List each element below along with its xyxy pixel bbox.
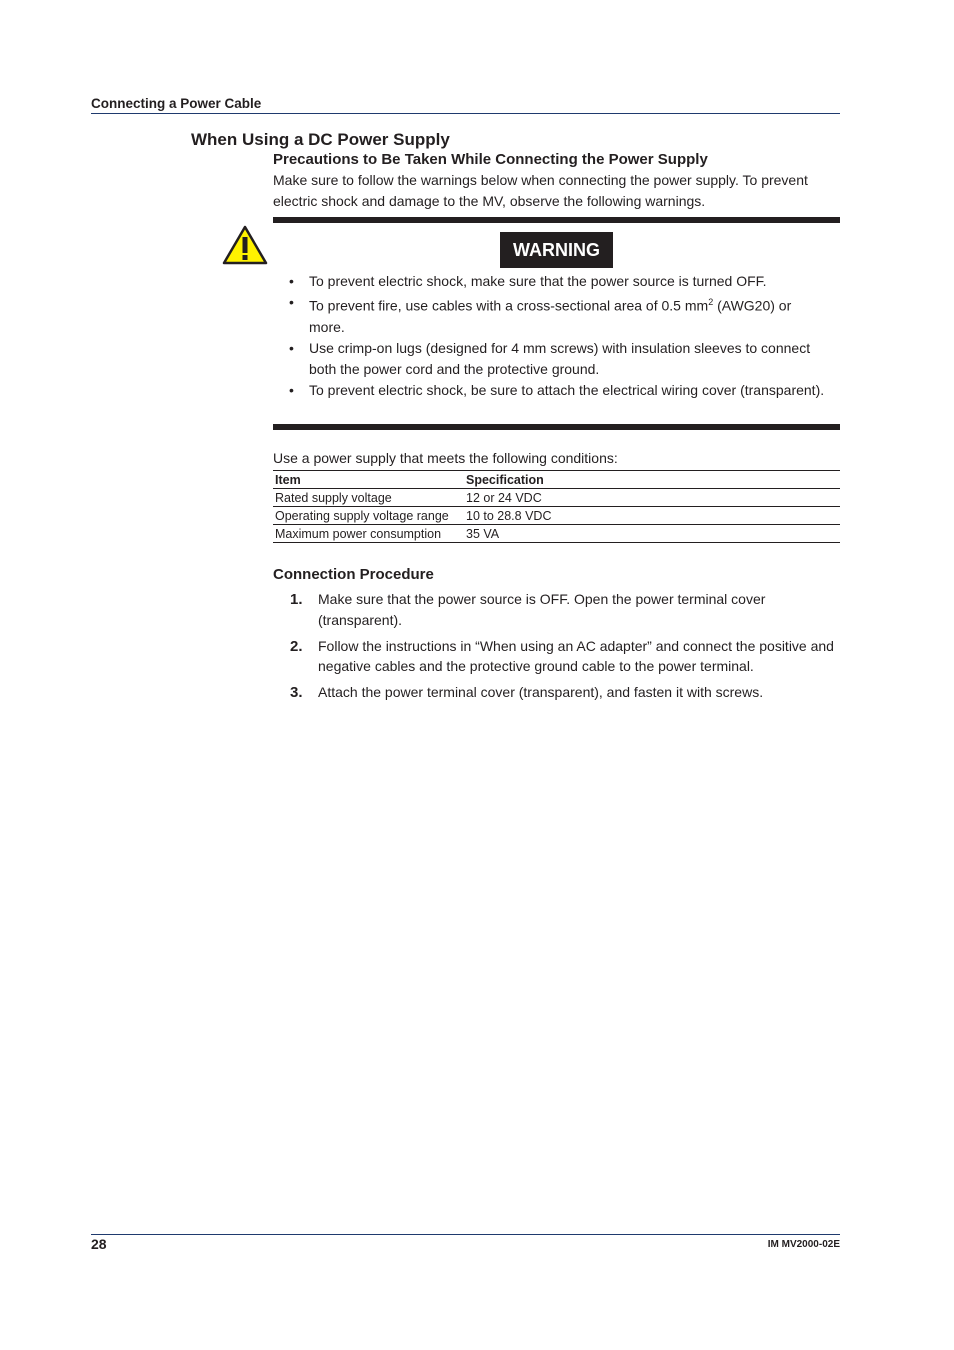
column-header: Specification bbox=[464, 471, 840, 489]
warning-label: WARNING bbox=[500, 232, 613, 268]
header-rule bbox=[91, 113, 840, 114]
bullet: • bbox=[289, 339, 294, 356]
table-cell: 10 to 28.8 VDC bbox=[464, 507, 840, 525]
table-cell: Operating supply voltage range bbox=[273, 507, 464, 525]
document-id: IM MV2000-02E bbox=[767, 1239, 840, 1250]
step-text: Follow the instructions in “When using an AC adapter” and connect the positive and negative cables and the protective ground cable to the power terminal. bbox=[318, 637, 834, 674]
table-header-row bbox=[273, 471, 840, 489]
warning-list bbox=[289, 271, 829, 401]
step-number: 2. bbox=[290, 637, 303, 655]
bullet: • bbox=[289, 381, 294, 398]
page-number: 28 bbox=[91, 1236, 107, 1252]
spec-table bbox=[273, 470, 840, 543]
column-header: Item bbox=[273, 471, 464, 489]
warning-bottom-bar bbox=[273, 424, 840, 430]
warning-item: • To prevent electric shock, make sure that the power source is turned OFF. bbox=[289, 271, 829, 292]
procedure-step bbox=[290, 636, 840, 677]
table-row bbox=[273, 507, 840, 525]
precautions-heading: Precautions to Be Taken While Connecting the Power Supply bbox=[273, 151, 708, 168]
procedure-step bbox=[290, 589, 840, 630]
table-row bbox=[273, 525, 840, 543]
step-text: Attach the power terminal cover (transparent), and fasten it with screws. bbox=[318, 684, 764, 700]
supply-intro: Use a power supply that meets the following conditions: bbox=[273, 450, 618, 466]
table-cell: Rated supply voltage bbox=[273, 489, 464, 507]
bullet: • bbox=[289, 273, 294, 289]
warning-top-bar bbox=[273, 217, 840, 223]
procedure-heading: Connection Procedure bbox=[273, 566, 434, 583]
warning-item: • Use crimp-on lugs (designed for 4 mm screws) with insulation sleeves to connect both the power cord and the protective ground. bbox=[289, 339, 811, 377]
warning-item: • To prevent electric shock, be sure to attach the electrical wiring cover (transparent). bbox=[289, 380, 829, 401]
step-text: Make sure that the power source is OFF. Open the power terminal cover (transparent). bbox=[318, 591, 766, 628]
step-number: 3. bbox=[290, 684, 303, 701]
step-number: 1. bbox=[290, 591, 303, 608]
table-cell: 35 VA bbox=[464, 525, 840, 543]
bullet: • bbox=[289, 294, 294, 310]
table-row bbox=[273, 489, 840, 507]
footer-rule bbox=[91, 1234, 840, 1235]
procedure-steps bbox=[290, 589, 840, 708]
precautions-intro: Make sure to follow the warnings below when connecting the power supply. To prevent electric shock and damage to the MV, observe the following warnings. bbox=[273, 172, 808, 209]
running-header: Connecting a Power Cable bbox=[91, 96, 262, 111]
table-cell: Maximum power consumption bbox=[273, 525, 464, 543]
procedure-step bbox=[290, 682, 840, 703]
warning-item: • To prevent fire, use cables with a cross-sectional area of 0.5 $mm^2$ (AWG20) or more. bbox=[289, 294, 792, 335]
section-heading: When Using a DC Power Supply bbox=[191, 130, 450, 149]
table-cell: 12 or 24 VDC bbox=[464, 489, 840, 507]
warning-triangle-icon bbox=[222, 225, 268, 265]
